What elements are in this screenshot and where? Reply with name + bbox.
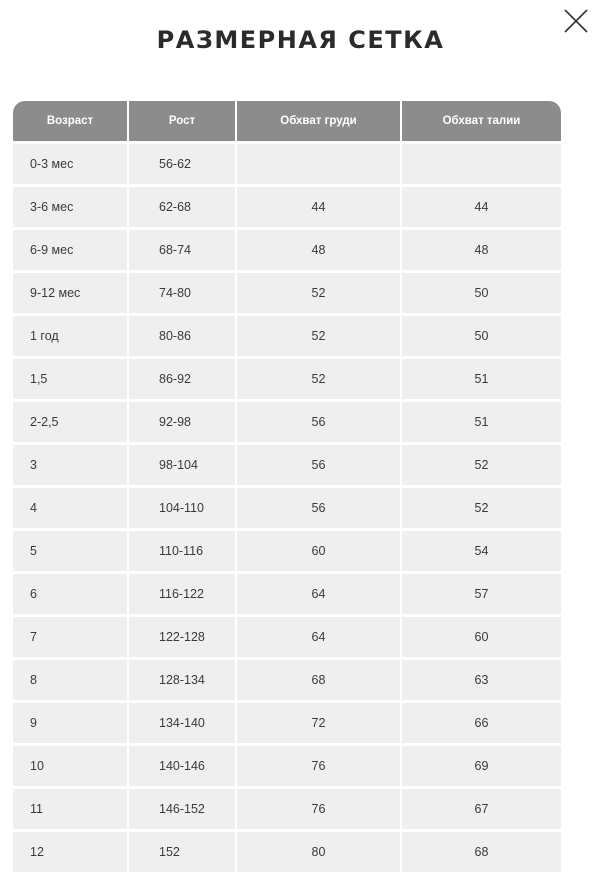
cell-age: 2-2,5 <box>13 402 127 442</box>
cell-chest: 64 <box>237 617 400 657</box>
header-height: Рост <box>129 101 235 141</box>
close-icon <box>561 6 591 36</box>
cell-waist: 51 <box>402 359 561 399</box>
cell-waist: 54 <box>402 531 561 571</box>
table-row <box>13 316 561 356</box>
cell-height: 146-152 <box>129 789 235 829</box>
header-waist: Обхват талии <box>402 101 561 141</box>
cell-age: 7 <box>13 617 127 657</box>
cell-height: 140-146 <box>129 746 235 786</box>
table-row <box>13 746 561 786</box>
cell-waist: 63 <box>402 660 561 700</box>
cell-chest <box>237 144 400 184</box>
header-chest: Обхват груди <box>237 101 400 141</box>
modal-title: РАЗМЕРНАЯ СЕТКА <box>156 26 445 54</box>
cell-waist <box>402 144 561 184</box>
cell-chest: 76 <box>237 746 400 786</box>
cell-height: 62-68 <box>129 187 235 227</box>
cell-age: 9 <box>13 703 127 743</box>
cell-height: 80-86 <box>129 316 235 356</box>
table-header-row <box>13 101 561 141</box>
cell-waist: 68 <box>402 832 561 872</box>
cell-waist: 66 <box>402 703 561 743</box>
cell-age: 8 <box>13 660 127 700</box>
cell-age: 3-6 мес <box>13 187 127 227</box>
cell-age: 6 <box>13 574 127 614</box>
table-body <box>13 144 561 872</box>
cell-chest: 52 <box>237 273 400 313</box>
cell-waist: 50 <box>402 316 561 356</box>
cell-waist: 60 <box>402 617 561 657</box>
cell-age: 3 <box>13 445 127 485</box>
cell-age: 9-12 мес <box>13 273 127 313</box>
table-row <box>13 488 561 528</box>
cell-chest: 44 <box>237 187 400 227</box>
cell-height: 92-98 <box>129 402 235 442</box>
cell-height: 86-92 <box>129 359 235 399</box>
cell-waist: 67 <box>402 789 561 829</box>
header-age: Возраст <box>13 101 127 141</box>
cell-height: 122-128 <box>129 617 235 657</box>
cell-height: 152 <box>129 832 235 872</box>
cell-waist: 48 <box>402 230 561 270</box>
cell-height: 56-62 <box>129 144 235 184</box>
close-button[interactable] <box>561 6 591 36</box>
cell-waist: 69 <box>402 746 561 786</box>
cell-waist: 52 <box>402 445 561 485</box>
table-row <box>13 574 561 614</box>
table-row <box>13 832 561 872</box>
cell-chest: 56 <box>237 402 400 442</box>
cell-height: 98-104 <box>129 445 235 485</box>
cell-chest: 64 <box>237 574 400 614</box>
cell-chest: 76 <box>237 789 400 829</box>
size-table <box>11 98 563 875</box>
cell-age: 10 <box>13 746 127 786</box>
cell-chest: 52 <box>237 359 400 399</box>
table-row <box>13 703 561 743</box>
cell-age: 6-9 мес <box>13 230 127 270</box>
cell-chest: 72 <box>237 703 400 743</box>
cell-height: 116-122 <box>129 574 235 614</box>
table-row <box>13 402 561 442</box>
cell-waist: 44 <box>402 187 561 227</box>
table-row <box>13 273 561 313</box>
cell-height: 134-140 <box>129 703 235 743</box>
cell-chest: 56 <box>237 488 400 528</box>
cell-chest: 80 <box>237 832 400 872</box>
cell-waist: 57 <box>402 574 561 614</box>
table-row <box>13 660 561 700</box>
cell-chest: 56 <box>237 445 400 485</box>
cell-age: 1,5 <box>13 359 127 399</box>
cell-height: 68-74 <box>129 230 235 270</box>
table-row <box>13 789 561 829</box>
table-row <box>13 617 561 657</box>
cell-age: 12 <box>13 832 127 872</box>
cell-height: 128-134 <box>129 660 235 700</box>
cell-chest: 48 <box>237 230 400 270</box>
cell-waist: 52 <box>402 488 561 528</box>
cell-chest: 60 <box>237 531 400 571</box>
cell-height: 110-116 <box>129 531 235 571</box>
cell-chest: 52 <box>237 316 400 356</box>
cell-waist: 50 <box>402 273 561 313</box>
cell-chest: 68 <box>237 660 400 700</box>
cell-age: 1 год <box>13 316 127 356</box>
table-row <box>13 445 561 485</box>
cell-age: 11 <box>13 789 127 829</box>
table-row <box>13 144 561 184</box>
cell-height: 74-80 <box>129 273 235 313</box>
cell-age: 0-3 мес <box>13 144 127 184</box>
table-row <box>13 359 561 399</box>
table-row <box>13 187 561 227</box>
table-row <box>13 531 561 571</box>
cell-height: 104-110 <box>129 488 235 528</box>
cell-age: 4 <box>13 488 127 528</box>
cell-waist: 51 <box>402 402 561 442</box>
cell-age: 5 <box>13 531 127 571</box>
table-row <box>13 230 561 270</box>
